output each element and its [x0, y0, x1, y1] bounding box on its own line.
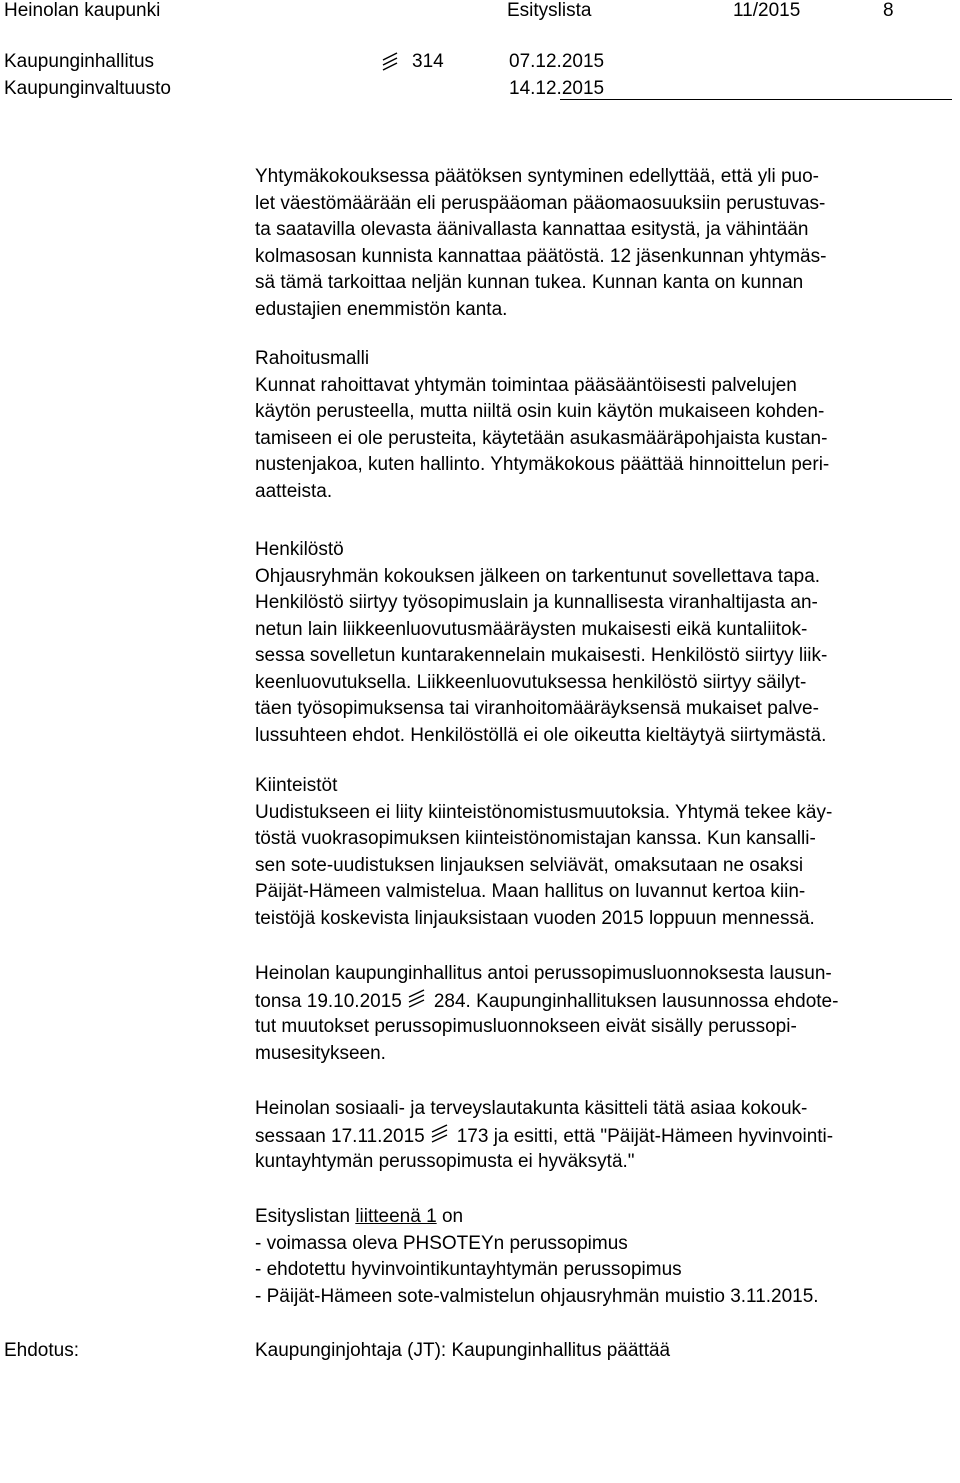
- list-item: - Päijät-Hämeen sote-valmistelun ohjausryhmän muistio 3.11.2015.: [255, 1285, 819, 1307]
- board-section-number: 314: [412, 51, 444, 72]
- attachment-link[interactable]: liitteenä 1: [355, 1206, 437, 1227]
- doc-number: 11/2015: [733, 0, 801, 21]
- section-sign-icon: [406, 988, 428, 1010]
- council-date: 14.12.2015: [509, 78, 605, 99]
- section-henkilosto: Henkilöstö Ohjausryhmän kokouksen jälkeen on tarkentunut sovellettava tapa. Henkilöstö siirtyy työsopimuslain ja kunnallisesta viranhaltijasta an- netun lain liikkeenluovutusmääräysten mukaisesti eikä kuntaliitok- sessa sovelletun kuntarakennelain mukaisesti. Henkilöstö siirtyy liik- keenluovutuksella. Liikkeenluovutuksessa henkilöstö siirtyy säilyt- täen työsopimuksensa tai viranhoitomääräyksensä mukaiset palve- lussuhteen ehdot. Henkilöstöllä ei ole oikeutta kieltäytyä siirtymästä.: [255, 537, 955, 749]
- section-title: Rahoitusmalli: [255, 348, 370, 369]
- section-rahoitusmalli: Rahoitusmalli Kunnat rahoittavat yhtymän toimintaa pääsääntöisesti palvelujen käytön perusteella, mutta niiltä osin kuin käytön mukaiseen kohden- tamiseen ei ole perusteita, käytetään asukasmääräpohjaista kustan- nustenjakoa, kuten hallinto. Yhtymäkokous päättää hinnoittelun peri- aatteista.: [255, 346, 955, 505]
- section-title: Kiinteistöt: [255, 775, 338, 796]
- paragraph-sosiaali: Heinolan sosiaali- ja terveyslautakunta käsitteli tätä asiaa kokouk- sessaan 17.11.2015 173 ja esitti, että "Päijät-Hämeen hyvinvointi- kuntayhtymän perussopimusta ei hyväksytä.": [255, 1098, 834, 1172]
- header-rule: [560, 99, 952, 100]
- doc-type: Esityslista: [507, 0, 592, 21]
- paragraph-lausunto: Heinolan kaupunginhallitus antoi perussopimusluonnoksesta lausun- tonsa 19.10.2015 284. Kaupunginhallituksen lausunnossa ehdote- tut muutokset perussopimusluonnokseen eivät sisälly perussopi- musesitykseen.: [255, 963, 839, 1064]
- paragraph-decision-rule: Yhtymäkokouksessa päätöksen syntyminen edellyttää, että yli puo- let väestömäärään eli peruspääoman pääomaosuuksiin perustuvas- ta saatavilla olevasta äänivallasta kannattaa esitystä, ja vähintään kolmasosan kunnista kannattaa päätöstä. 12 jäsenkunnan yhtymäs- sä tämä tarkoittaa neljän kunnan tukea. Kunnan kanta on kunnan edustajien enemmistön kanta.: [255, 166, 827, 320]
- section-sign-icon: [380, 50, 402, 74]
- page-number: 8: [883, 0, 894, 21]
- list-item: - voimassa oleva PHSOTEYn perussopimus: [255, 1232, 628, 1254]
- board-date: 07.12.2015: [509, 51, 605, 72]
- proposal-label: Ehdotus:: [4, 1340, 79, 1361]
- org-name: Heinolan kaupunki: [4, 0, 161, 21]
- board-name: Kaupunginhallitus: [4, 51, 155, 72]
- section-kiinteistot: Kiinteistöt Uudistukseen ei liity kiinteistönomistusmuutoksia. Yhtymä tekee käy- töstä vuokrasopimuksen kiinteistönomistajan kanssa. Kun kansalli- sen sote-uudistuksen linjauksen selviävät, omaksutaan ne osaksi Päijät-Hämeen valmistelua. Maan hallitus on luvannut kertoa kiin- teistöjä koskevista linjauksistaan vuoden 2015 loppuun mennessä.: [255, 773, 955, 932]
- section-sign-icon: [429, 1123, 451, 1145]
- proposal-text: Kaupunginjohtaja (JT): Kaupunginhallitus päättää: [255, 1340, 671, 1361]
- list-item: - ehdotettu hyvinvointikuntayhtymän perussopimus: [255, 1259, 682, 1280]
- attachments-list: Esityslistan liitteenä 1 on - voimassa oleva PHSOTEYn perussopimus - ehdotettu hyvinvointikuntayhtymän perussopimus - Päijät-Hämeen sote-valmistelun ohjausryhmän muistio 3.11.2015.: [255, 1204, 955, 1310]
- council-name: Kaupunginvaltuusto: [4, 78, 171, 99]
- section-title: Henkilöstö: [255, 539, 344, 560]
